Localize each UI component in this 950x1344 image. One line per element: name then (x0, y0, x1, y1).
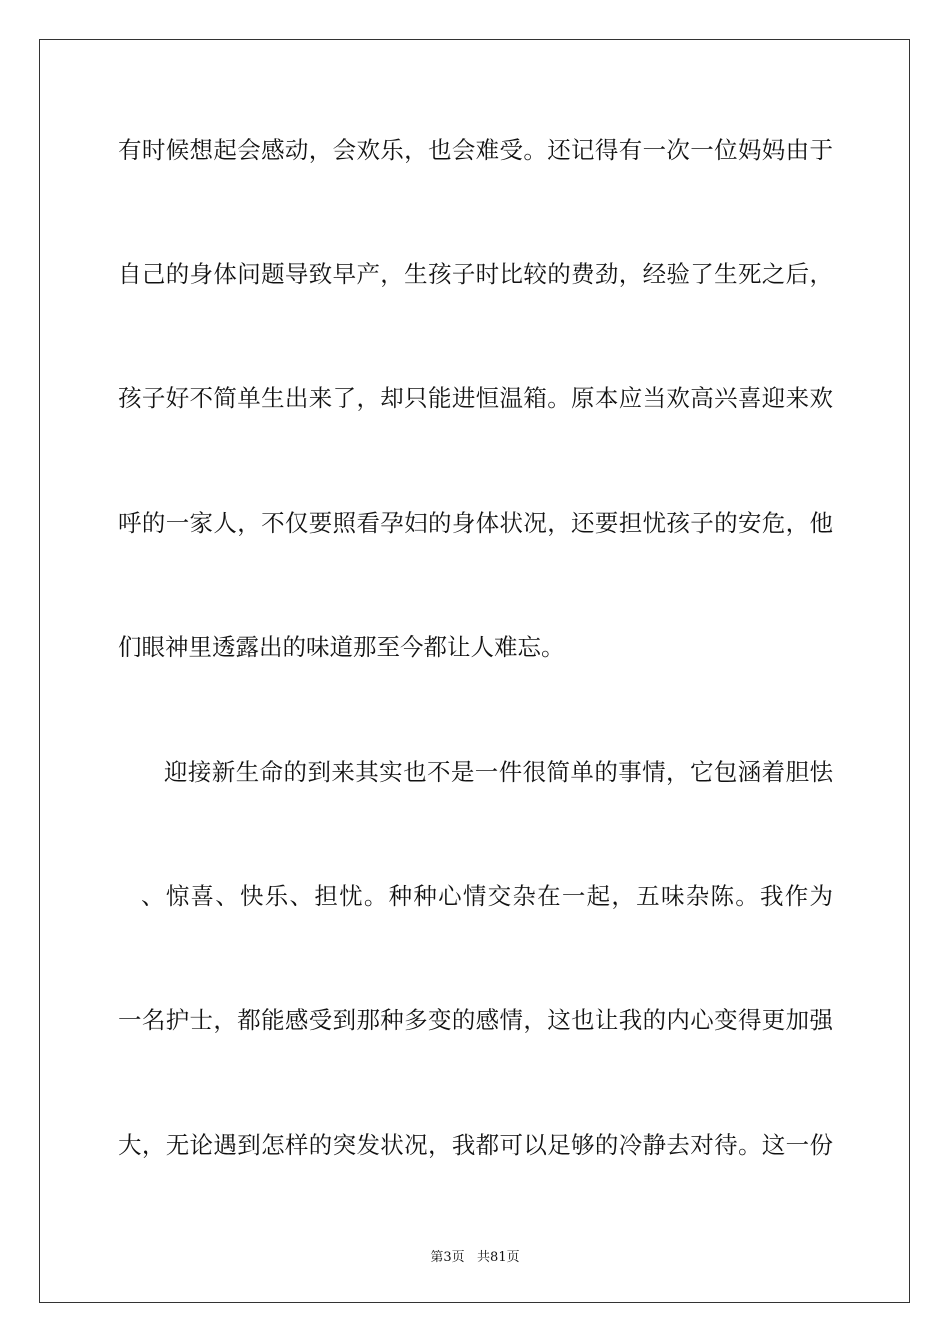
paragraph-1-line-1: 有时候想起会感动，会欢乐，也会难受。还记得有一次一位妈妈由于 (118, 136, 833, 164)
paragraph-2-line-4: 大，无论遇到怎样的突发状况，我都可以足够的冷静去对待。这一份 (118, 1131, 833, 1159)
paragraph-1-line-3: 孩子好不简单生出来了，却只能进恒温箱。原本应当欢高兴喜迎来欢 (118, 384, 833, 412)
paragraph-2-line-3: 一名护士，都能感受到那种多变的感情，这也让我的内心变得更加强 (118, 1006, 833, 1034)
paragraph-1-line-4: 呼的一家人，不仅要照看孕妇的身体状况，还要担忧孩子的安危，他 (118, 509, 833, 537)
paragraph-2-line-1: 迎接新生命的到来其实也不是一件很简单的事情，它包涵着胆怯 (164, 758, 833, 786)
paragraph-1-line-5: 们眼神里透露出的味道那至今都让人难忘。 (118, 633, 565, 661)
paragraph-1-line-2: 自己的身体问题导致早产，生孩子时比较的费劲，经验了生死之后， (118, 260, 833, 288)
page-number-footer: 第3页 共81页 (430, 1250, 520, 1265)
page-border (39, 39, 910, 1303)
paragraph-2-line-2: 、惊喜、快乐、担忧。种种心情交杂在一起，五味杂陈。我作为 (141, 882, 833, 910)
